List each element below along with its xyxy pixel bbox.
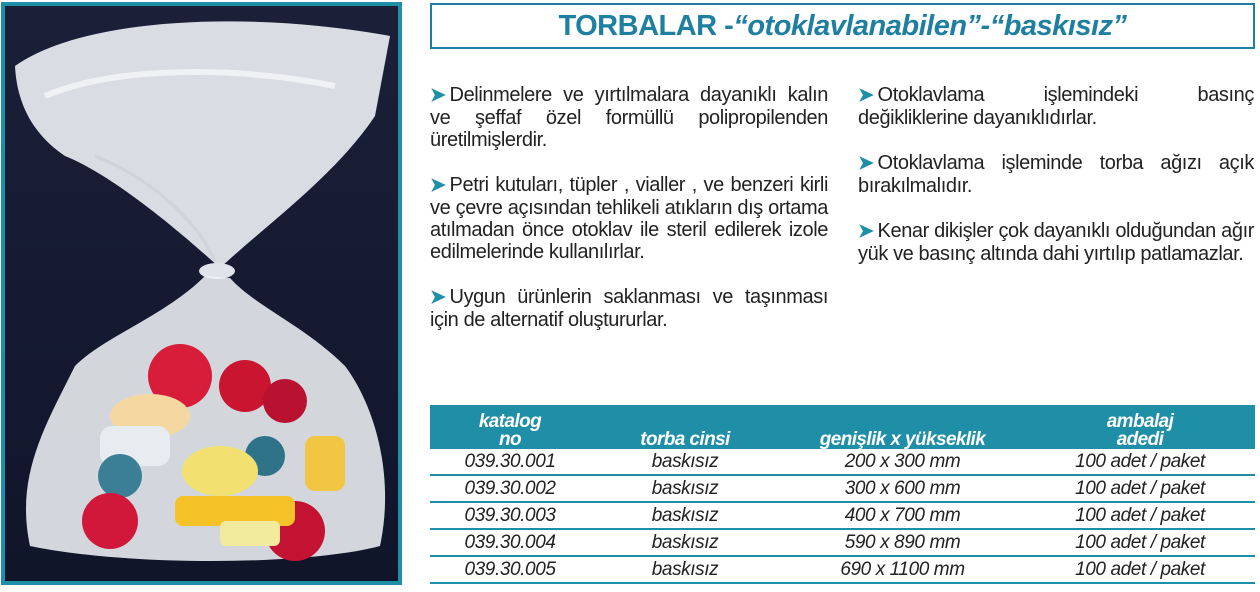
right-bullet-column <box>858 84 1254 288</box>
package-qty-cell: 100 adet / paket <box>1025 449 1255 475</box>
catalog-no-cell: 039.30.004 <box>430 529 590 556</box>
bag-type-cell: baskısız <box>590 529 780 556</box>
header-line: adedi <box>1116 429 1164 450</box>
bullet-text: Otoklavlama işleminde torba ağızı açık bırakılmalıdır. <box>858 152 1254 197</box>
package-qty-cell: 100 adet / paket <box>1025 529 1255 556</box>
package-qty-cell: 100 adet / paket <box>1025 475 1255 502</box>
header-line: katalog <box>478 411 542 432</box>
dimensions-cell: 300 x 600 mm <box>780 475 1025 502</box>
title-main: TORBALAR - <box>558 9 734 42</box>
catalog-no-cell: 039.30.003 <box>430 502 590 529</box>
chevron-right-icon: ➤ <box>858 153 874 174</box>
catalog-no-cell: 039.30.002 <box>430 475 590 502</box>
package-qty-cell: 100 adet / paket <box>1025 502 1255 529</box>
bullet-paragraph <box>430 286 828 331</box>
bullet-text: Otoklavlama işlemindeki basınç değikliklerine dayanıklıdırlar. <box>858 84 1254 129</box>
chevron-right-icon: ➤ <box>430 85 446 106</box>
bag-type-cell: baskısız <box>590 502 780 529</box>
header-bag-type <box>590 405 780 449</box>
title-subtitle: “otoklavlanabilen”-“baskısız” <box>733 9 1127 42</box>
header-catalog-no <box>430 405 590 449</box>
table-row <box>430 475 1255 502</box>
catalog-no-cell: 039.30.001 <box>430 449 590 475</box>
bullet-paragraph <box>858 220 1254 265</box>
table-row <box>430 556 1255 583</box>
dimensions-cell: 200 x 300 mm <box>780 449 1025 475</box>
product-table <box>430 405 1255 584</box>
product-photo <box>1 2 402 585</box>
table-row <box>430 449 1255 475</box>
chevron-right-icon: ➤ <box>858 85 874 106</box>
dimensions-cell: 400 x 700 mm <box>780 502 1025 529</box>
header-line: genişlik x yükseklik <box>819 429 986 450</box>
bullet-paragraph <box>430 174 828 263</box>
table-row <box>430 529 1255 556</box>
header-package-qty <box>1025 405 1255 449</box>
bullet-paragraph <box>858 152 1254 197</box>
dimensions-cell: 590 x 890 mm <box>780 529 1025 556</box>
autoclave-bag-illustration <box>5 6 398 581</box>
chevron-right-icon: ➤ <box>858 221 874 242</box>
header-line: ambalaj <box>1106 411 1174 432</box>
header-line: no <box>498 429 521 450</box>
bullet-paragraph <box>430 84 828 151</box>
package-qty-cell: 100 adet / paket <box>1025 556 1255 583</box>
table-row <box>430 502 1255 529</box>
bullet-text: Uygun ürünlerin saklanması ve taşınması için de alternatif oluştururlar. <box>430 286 828 331</box>
chevron-right-icon: ➤ <box>430 175 446 196</box>
header-dimensions <box>780 405 1025 449</box>
bullet-text: Kenar dikişler çok dayanıklı olduğundan ağır yük ve basınç altında dahi yırtılıp patlamazlar. <box>858 220 1254 265</box>
bag-type-cell: baskısız <box>590 556 780 583</box>
table-header-row <box>430 405 1255 449</box>
bullet-text: Petri kutuları, tüpler , vialler , ve benzeri kirli ve çevre açısından tehlikeli atıkların dış ortama atılmadan önce otoklav ile steril edilerek izole edilmelerinde kullanılırlar. <box>430 174 828 263</box>
page-title <box>430 3 1255 49</box>
bag-type-cell: baskısız <box>590 475 780 502</box>
bag-type-cell: baskısız <box>590 449 780 475</box>
left-bullet-column <box>430 84 828 354</box>
bullet-paragraph <box>858 84 1254 129</box>
catalog-no-cell: 039.30.005 <box>430 556 590 583</box>
dimensions-cell: 690 x 1100 mm <box>780 556 1025 583</box>
bullet-text: Delinmelere ve yırtılmalara dayanıklı kalın ve şeffaf özel formüllü polipropilenden üretilmişlerdir. <box>430 84 828 151</box>
chevron-right-icon: ➤ <box>430 287 446 308</box>
header-line: torba cinsi <box>640 429 730 450</box>
